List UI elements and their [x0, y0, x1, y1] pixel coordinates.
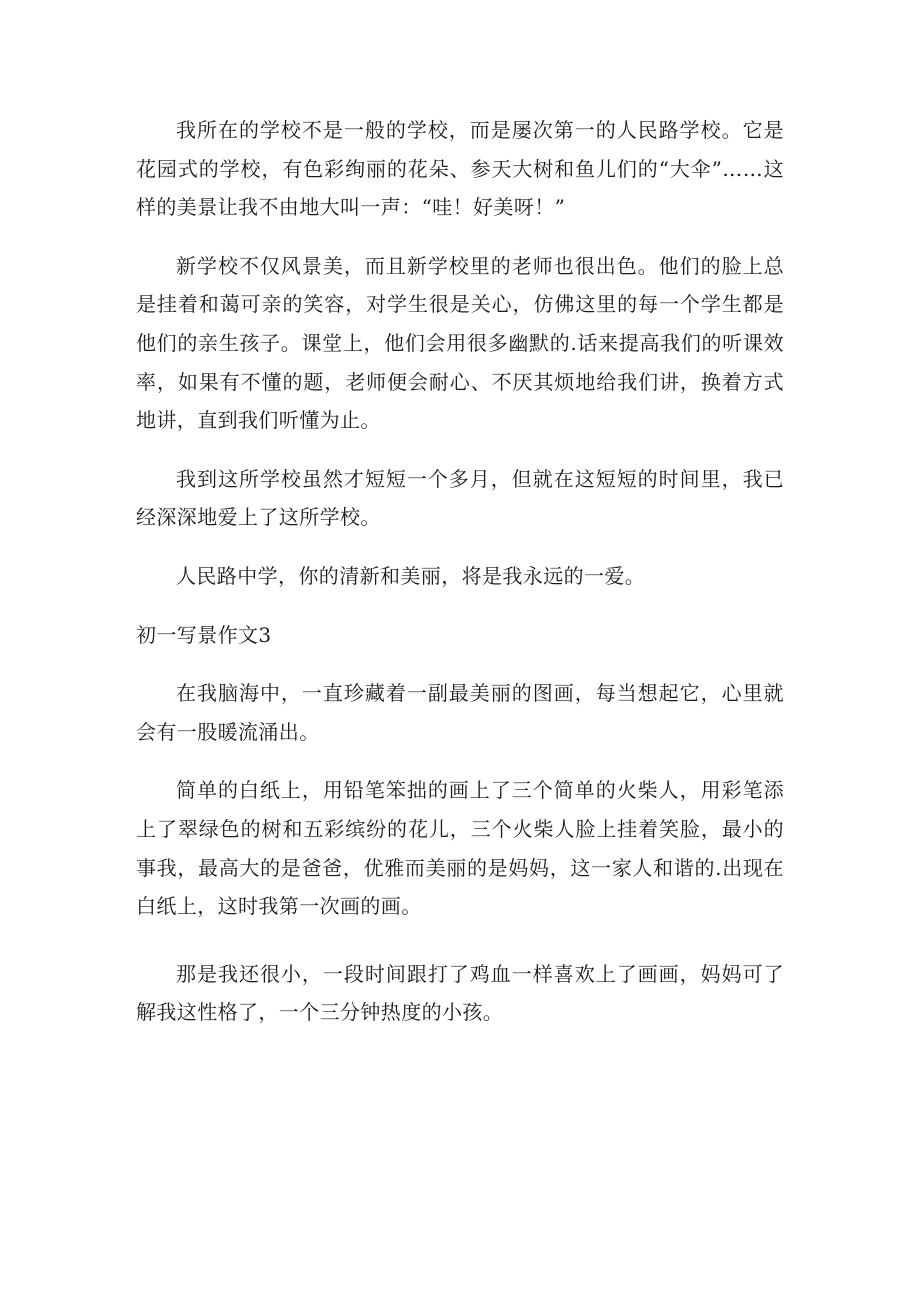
section-heading: 初一写景作文3	[136, 622, 272, 647]
paragraph-first-drawing: 简单的白纸上，用铅笔笨拙的画上了三个简单的火柴人，用彩笔添上了翠绿色的树和五彩缤纷的花儿，三个火柴人脸上挂着笑脸，最小的事我，最高大的是爸爸，优雅而美丽的是妈妈，这一家人和谐的.出现在白纸上，这时我第一次画的画。	[136, 778, 784, 919]
paragraph-love-school: 我到这所学校虽然才短短一个多月，但就在这短短的时间里，我已经深深地爱上了这所学校。	[136, 466, 784, 530]
paragraph-school-garden: 我所在的学校不是一般的学校，而是屡次第一的人民路学校。它是花园式的学校，有色彩绚丽的花朵、参天大树和鱼儿们的“大伞”……这样的美景让我不由地大叫一声：“哇！好美呀！”	[136, 118, 784, 220]
paragraph-teachers: 新学校不仅风景美，而且新学校里的老师也很出色。他们的脸上总是挂着和蔼可亲的笑容，对学生很是关心，仿佛这里的每一个学生都是他们的亲生孩子。课堂上，他们会用很多幽默的.话来提高我们的听课效率，如果有不懂的题，老师便会耐心、不厌其烦地给我们讲，换着方式地讲，直到我们听懂为止。	[136, 253, 784, 433]
paragraph-memory-picture: 在我脑海中，一直珍藏着一副最美丽的图画，每当想起它，心里就会有一股暖流涌出。	[136, 681, 784, 744]
paragraph-childhood: 那是我还很小，一段时间跟打了鸡血一样喜欢上了画画，妈妈可了解我这性格了，一个三分钟热度的小孩。	[136, 961, 784, 1025]
document-body	[136, 111, 784, 1032]
paragraph-closing: 人民路中学，你的清新和美丽，将是我永远的一爱。	[176, 563, 646, 588]
